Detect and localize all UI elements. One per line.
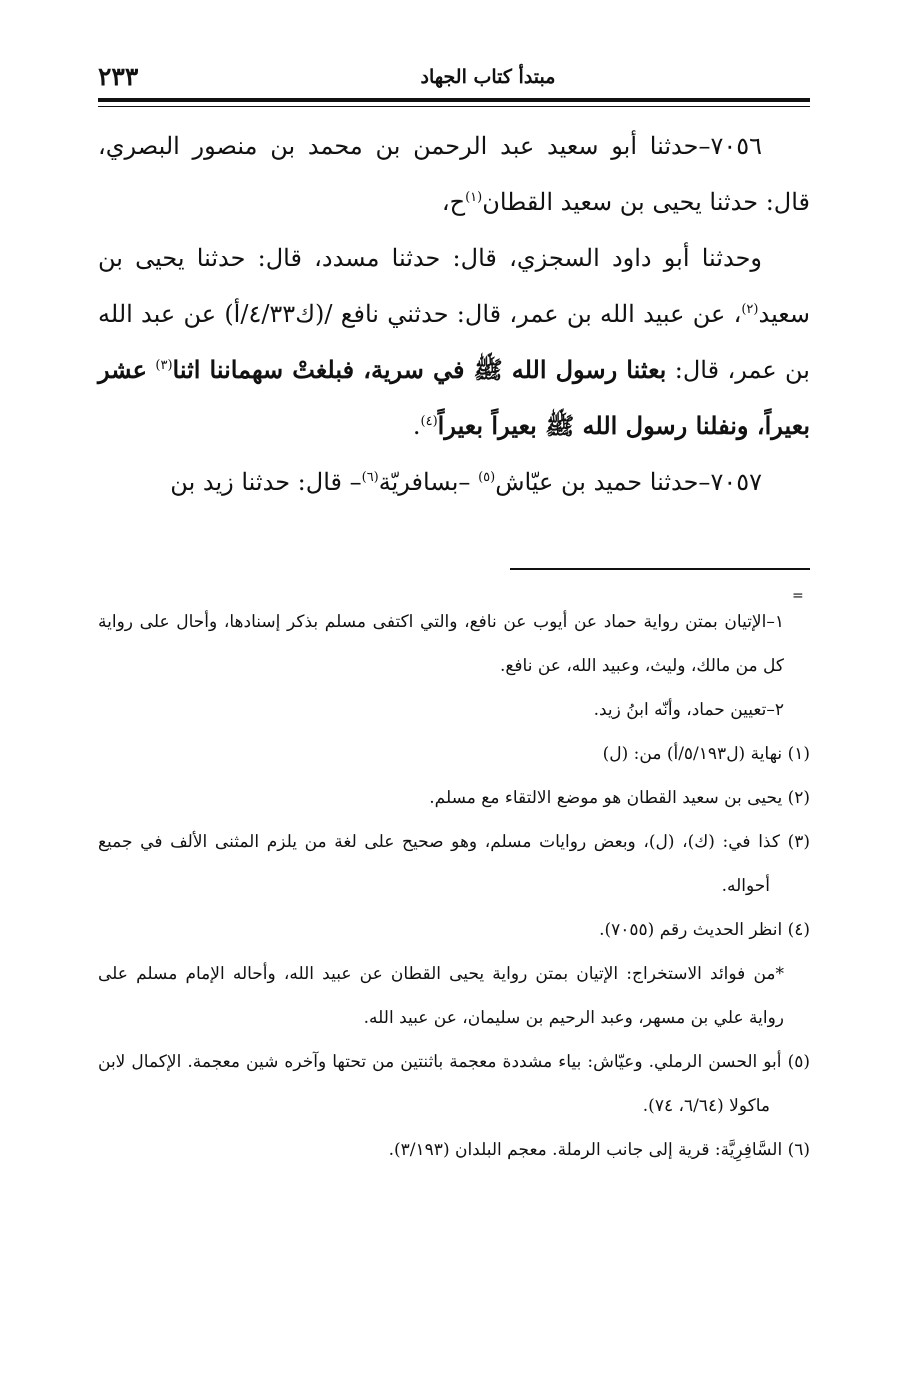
main-text [98, 118, 810, 510]
footnote-ref-4: (٤) [420, 414, 438, 429]
footnote-4: (٤) انظر الحديث رقم (٧٠٥٥). [599, 920, 810, 940]
benefit-note-1: ١–الإتيان بمتن رواية حماد عن أيوب عن نافع، والتي اكتفى مسلم بذكر إسنادها، وأحال على رواية كل من مالك، وليث، وعبيد الله، عن نافع. [98, 612, 784, 676]
hadith-text: ح، [441, 188, 466, 216]
hadith-number: ٧٠٥٧ [710, 468, 762, 496]
page-header [98, 62, 810, 96]
footnotes [98, 600, 810, 1172]
hadith-matn-bold: عشر بعيراً، ونفلنا رسول الله ﷺ بعيراً بعيراً [98, 355, 810, 440]
header-rule-thick [98, 98, 810, 102]
hadith-matn-bold: بعثنا رسول الله ﷺ في سرية، فبلغتْ سهماننا اثنا [172, 355, 667, 384]
footnote-ref-2: (٢) [741, 302, 759, 317]
footnote-ref-5: (٥) [478, 470, 496, 485]
hadith-text: . [412, 412, 421, 440]
hadith-text: وحدثنا أبو داود السجزي، قال: حدثنا مسدد، قال: حدثنا يحيى بن سعيد [98, 244, 810, 328]
footnote-ref-3: (٣) [155, 358, 173, 373]
footnote-ref-6: (٦) [361, 470, 379, 485]
footnote-6: (٦) السَّافِرِيَّة: قرية إلى جانب الرملة. معجم البلدان (٣/١٩٣). [388, 1140, 810, 1160]
footnote-separator [510, 568, 810, 570]
footnote-5: (٥) أبو الحسن الرملي. وعيّاش: بياء مشددة معجمة باثنتين من تحتها وآخره شين معجمة. الإكمال لابن ماكولا (٦/٦٤، ٧٤). [98, 1052, 810, 1116]
footnote-continuation-marker: = [792, 588, 804, 604]
hadith-text: – قال: حدثنا زيد بن [170, 468, 362, 496]
hadith-7057 [98, 454, 810, 510]
hadith-7056-second-chain [98, 230, 810, 454]
footnote-2: (٢) يحيى بن سعيد القطان هو موضع الالتقاء مع مسلم. [429, 788, 810, 808]
hadith-text: –حدثنا حميد بن عيّاش [495, 468, 711, 496]
footnote-ref-1: (١) [465, 190, 483, 205]
page-number: ٢٣٣ [98, 62, 139, 91]
running-title: مبتدأ كتاب الجهاد [420, 66, 556, 88]
header-rule-thin [98, 106, 810, 107]
hadith-number: ٧٠٥٦ [710, 132, 763, 160]
hadith-text: –حدثنا أبو سعيد عبد الرحمن بن محمد بن منصور البصري، قال: حدثنا يحيى بن سعيد القطان [98, 132, 810, 216]
hadith-7056 [98, 118, 810, 230]
extraction-benefit-note: *من فوائد الاستخراج: الإتيان بمتن رواية يحيى القطان عن عبيد الله، وأحاله الإمام مسلم على رواية علي بن مسهر، وعبد الرحيم بن سليمان، عن عبيد الله. [98, 964, 784, 1028]
benefit-note-2: ٢–تعيين حماد، وأنّه ابنُ زيد. [593, 700, 784, 720]
footnote-1: (١) نهاية (ل٥/١٩٣/أ) من: (ل) [602, 744, 810, 764]
hadith-text: –بسافريّة [378, 468, 471, 496]
footnote-3: (٣) كذا في: (ك)، (ل)، وبعض روايات مسلم، وهو صحيح على لغة من يلزم المثنى الألف في جميع أحواله. [98, 832, 810, 896]
hadith-text: ، عن عبيد الله بن عمر، قال: حدثني نافع /(ك٤/٣٣/أ) عن عبد الله بن عمر، قال: [98, 300, 810, 384]
